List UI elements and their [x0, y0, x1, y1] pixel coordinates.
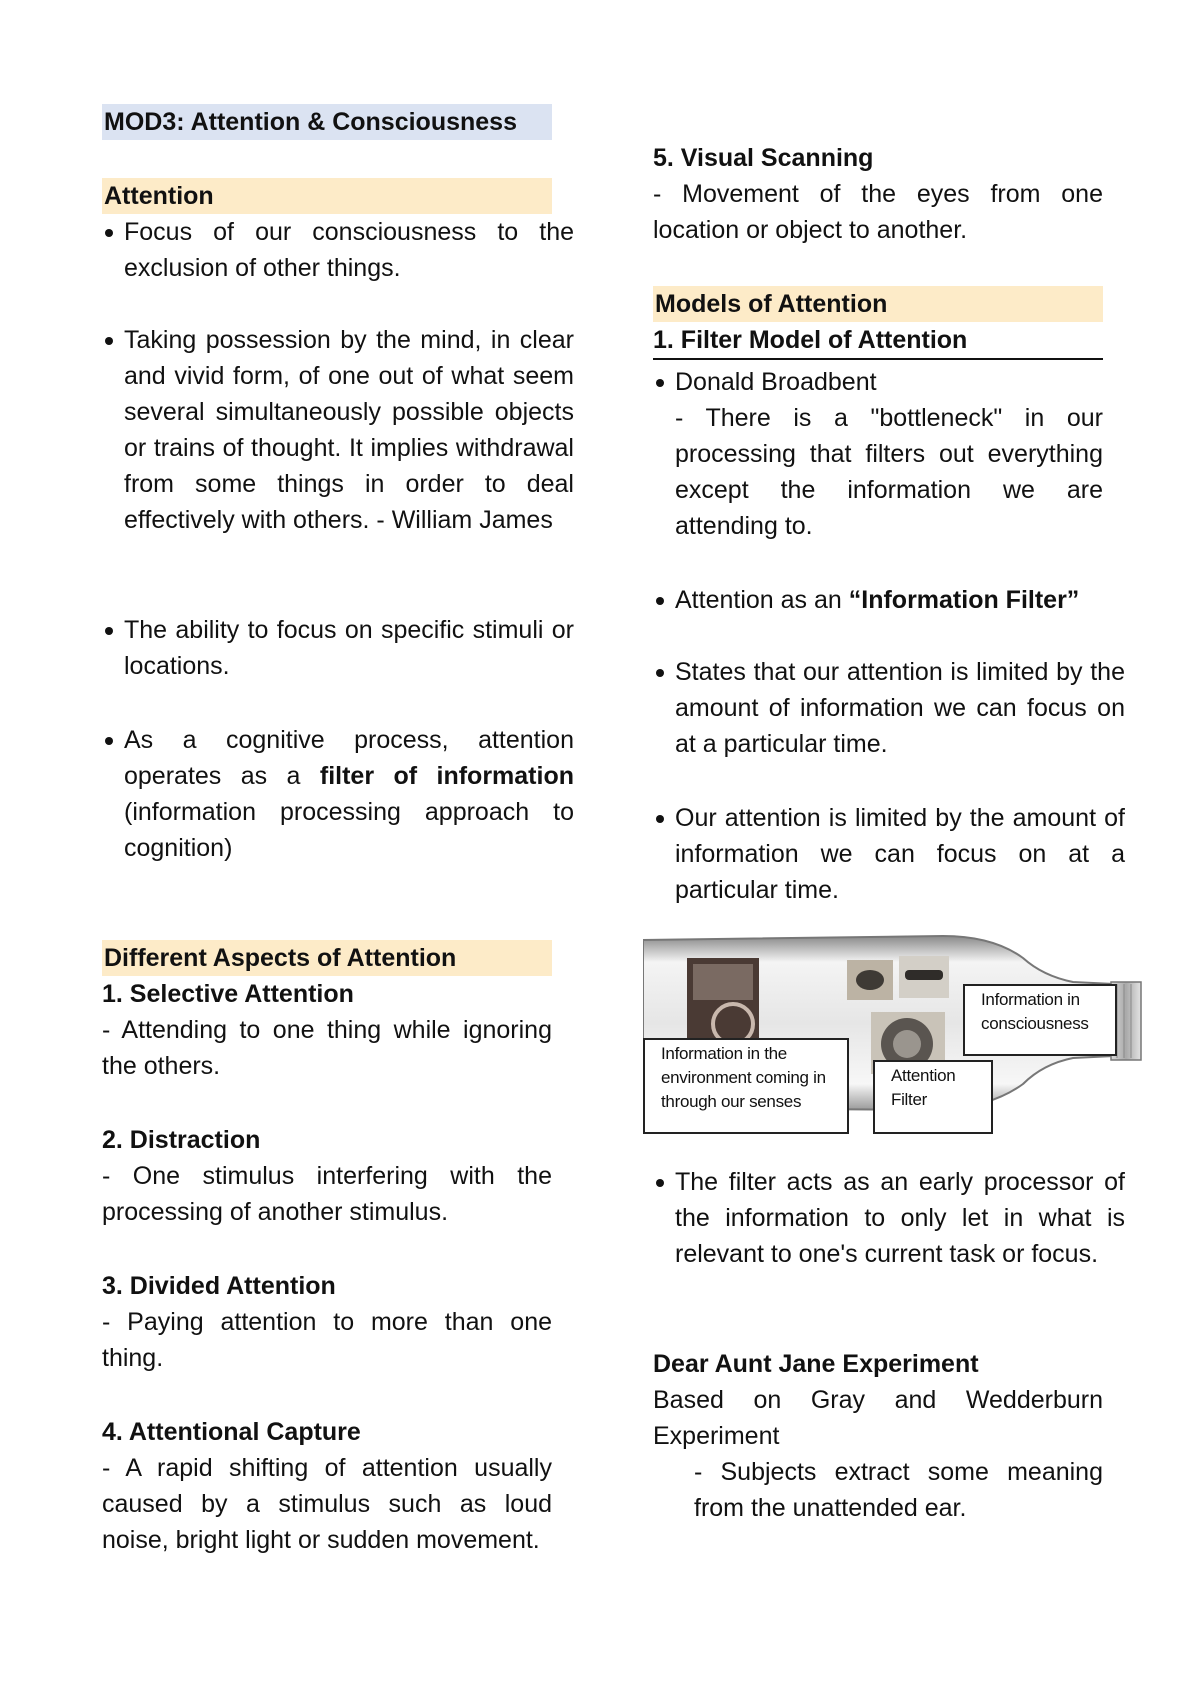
attention-bullet-2: Taking possession by the mind, in clear and vivid form, of one out of what seem several simultaneously possible objects or trains of thought. It implies withdrawal from some things in order to deal effectively with others. - William James [102, 322, 574, 538]
filter-model-heading: 1. Filter Model of Attention [653, 322, 1103, 360]
label-attention-filter: Attention Filter [873, 1060, 993, 1134]
broadbent-description: - There is a "bottleneck" in our processing that filters out everything except the information we are attending to. [675, 404, 1103, 540]
attention-bullet-4 [102, 722, 574, 866]
attention-limited-bullet-1: States that our attention is limited by the amount of information we can focus on at a particular time. [653, 654, 1125, 762]
aspect-desc-5: - Movement of the eyes from one location or object to another. [653, 180, 1103, 244]
label-environment: Information in the environment coming in through our senses [643, 1038, 849, 1134]
label-consciousness: Information in consciousness [963, 984, 1117, 1056]
aspect-title-3: 3. Divided Attention [102, 1272, 336, 1300]
aspect-desc-2: - One stimulus interfering with the processing of another stimulus. [102, 1162, 552, 1226]
attention-bullet-4-post: (information processing approach to cognition) [124, 798, 574, 862]
broadbent-bullet: Donald Broadbent [653, 364, 1125, 400]
experiment-basis: Based on Gray and Wedderburn Experiment [653, 1386, 1103, 1450]
attention-bullet-4-pre: As a cognitive process, attention operates as a [124, 726, 574, 790]
experiment-heading: Dear Aunt Jane Experiment [653, 1350, 979, 1378]
early-processor-bullet: The filter acts as an early processor of the information to only let in what is relevant to one's current task or focus. [653, 1164, 1125, 1272]
aspect-title-4: 4. Attentional Capture [102, 1418, 361, 1446]
information-filter-bold: “Information Filter” [848, 586, 1080, 614]
aspect-title-5: 5. Visual Scanning [653, 144, 874, 172]
attention-bullet-1: Focus of our consciousness to the exclusion of other things. [102, 214, 574, 286]
information-filter-pre: Attention as an [675, 586, 842, 614]
experiment-finding: - Subjects extract some meaning from the unattended ear. [694, 1458, 1103, 1522]
document-title: MOD3: Attention & Consciousness [102, 104, 552, 140]
aspect-desc-1: - Attending to one thing while ignoring the others. [102, 1016, 552, 1080]
section-heading-aspects: Different Aspects of Attention [102, 940, 552, 976]
attention-limited-bullet-2: Our attention is limited by the amount of information we can focus on at a particular time. [653, 800, 1125, 908]
attention-bullet-3: The ability to focus on specific stimuli or locations. [102, 612, 574, 684]
aspect-title-1: 1. Selective Attention [102, 980, 354, 1008]
aspect-title-2: 2. Distraction [102, 1126, 261, 1154]
attention-filter-figure [643, 928, 1143, 1146]
information-filter-bullet [653, 582, 1125, 618]
aspect-desc-4: - A rapid shifting of attention usually caused by a stimulus such as loud noise, bright light or sudden movement. [102, 1454, 552, 1554]
section-heading-models: Models of Attention [653, 286, 1103, 322]
aspect-desc-3: - Paying attention to more than one thing. [102, 1308, 552, 1372]
attention-bullet-4-bold: filter of information [319, 762, 574, 790]
section-heading-attention: Attention [102, 178, 552, 214]
